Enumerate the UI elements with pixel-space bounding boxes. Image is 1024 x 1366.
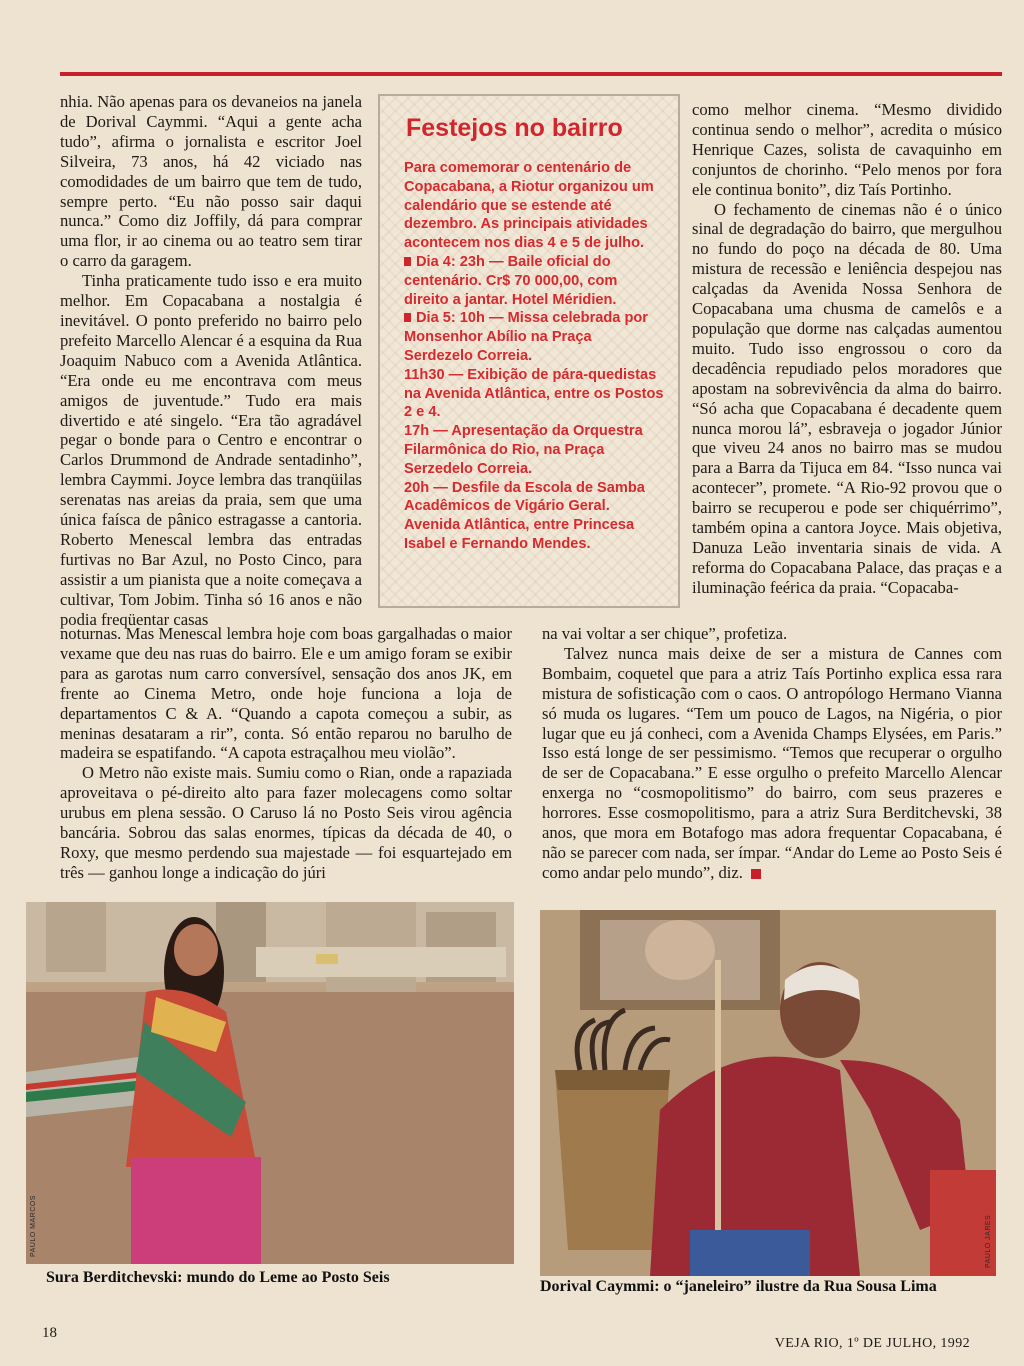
photo-credit: PAULO MARCOS bbox=[30, 1195, 37, 1257]
article-paragraph: Talvez nunca mais deixe de ser a mistura de Cannes com Bombaim, coquetel que para a atriz Taís Portinho explica essa rara mistura de sofisticação com o caos. O antropólogo Hermano Vianna só muda os lugares. “Tem um pouco de Lagos, na Nigéria, o pior lugar que eu já conheci, com a Avenida Champs Elysées, em Paris.” Isso está longe de ser pessimismo. “Temos que recuperar o orgulho de ser de Copacabana.” E esse orgulho o prefeito Marcello Alencar enxerga no “cosmopolitismo” do bairro, com seus prazeres e horrores. Esse cosmopolitismo, para a atriz Sura Berditchevski, 38 anos, que mora em Botafogo mas adora frequentar Copacabana, é não se parecer com nada, ser ímpar. “Andar do Leme ao Posto Seis é como andar pelo mundo”, diz. bbox=[542, 643, 1002, 882]
sidebar-item: Dia 4: 23h — Baile oficial do centenário. Cr$ 70 000,00, com direito a jantar. Hotel Méridien. bbox=[404, 253, 618, 308]
article-paragraph: nhia. Não apenas para os devaneios na janela de Dorival Caymmi. “Aqui a gente acha tudo”, afirma o jornalista e escritor Joel Silveira, 73 anos, há 42 viciado nas comodidades de um bairro que tem de tudo, sempre perto. “Eu não posso sair daqui nunca.” Como diz Joffily, dá para comprar uma flor, ir ao cinema ou ao teatro sem tirar o carro da garagem. bbox=[60, 92, 362, 271]
portrait-scene-illustration bbox=[540, 910, 996, 1276]
article-paragraph: O Metro não existe mais. Sumiu como o Rian, onde a rapaziada aproveitava o pé-direito alto para fazer molecagens como soltar urubus em plena sessão. O Caruso lá no Posto Seis virou agência bancária. Sobrou das salas enormes, típicas da década de 40, o Roxy, que mesmo perdendo sua majestade — foi esquartejado em três — ganhou longe a indicação do júri bbox=[60, 763, 512, 882]
article-paragraph: na vai voltar a ser chique”, profetiza. bbox=[542, 624, 788, 643]
sidebar-item: 20h — Desfile da Escola de Samba Acadêmicos de Vigário Geral. Avenida Atlântica, entre Princesa Isabel e Fernando Mendes. bbox=[404, 479, 645, 552]
photo-caption: Dorival Caymmi: o “janeleiro” ilustre da Rua Sousa Lima bbox=[540, 1278, 937, 1295]
article-column-right bbox=[692, 100, 1002, 598]
article-column-bottom-left bbox=[60, 624, 512, 883]
sidebar-title: Festejos no bairro bbox=[406, 114, 623, 142]
article-column-bottom-right bbox=[542, 624, 1002, 883]
sidebar-box bbox=[378, 94, 680, 608]
sidebar-item: 11h30 — Exibição de pára-quedistas na Avenida Atlântica, entre os Postos 2 e 4. bbox=[404, 366, 664, 421]
article-paragraph: O fechamento de cinemas não é o único sinal de degradação do bairro, que mergulhou no fundo do poço na década de 80. Uma mistura de recessão e leniência despejou nas calçadas da Avenida Nossa Senhora de Copacabana uma chusma de camelôs e a população que dorme nas calçadas aumentou muito. Tudo isso engrossou o coro da decadência repudiado pelos moradores que apostam na sobrevivência da alma do bairro. “Só acha que Copacabana é decadente quem nunca morou lá”, esbraveja o jogador Júnior que viveu 24 anos no bairro mas se mudou para a Barra da Tijuca em 84. “Isso nunca vai acontecer”, promete. “A Rio-92 provou que o bairro se recuperou e pode ser chiquérrimo”, também opina a cantora Joyce. Mais objetiva, Danuza Leão inventaria sinais de vida. A reforma do Copacabana Palace, das praças e a iluminação feérica da praia. “Copacaba- bbox=[692, 199, 1002, 597]
photo-caption: Sura Berditchevski: mundo do Leme ao Posto Seis bbox=[46, 1269, 390, 1286]
sidebar-intro: Para comemorar o centenário de Copacabana, a Riotur organizou um calendário que se estende até dezembro. As principais atividades acontecem nos dias 4 e 5 de julho. bbox=[404, 160, 654, 252]
top-rule bbox=[60, 72, 1002, 76]
page-number: 18 bbox=[42, 1325, 57, 1341]
bullet-icon bbox=[404, 313, 411, 322]
sidebar-item: Dia 5: 10h — Missa celebrada por Monsenhor Abílio na Praça Serdezelo Correia. bbox=[404, 310, 648, 364]
article-paragraph: como melhor cinema. “Mesmo dividido continua sendo o melhor”, acredita o músico Henrique Cazes, solista de cavaquinho em conjuntos de chorinho. “Pelo menos por fora ele continua bonito”, diz Taís Portinho. bbox=[692, 100, 1002, 199]
publication-footer: VEJA RIO, 1º DE JULHO, 1992 bbox=[774, 1336, 970, 1351]
article-paragraph: noturnas. Mas Menescal lembra hoje com boas gargalhadas o maior vexame que deu nas ruas do bairro. Ele e um amigo foram se exibir para as garotas num carro conversível, sensação dos anos JK, em frente ao Cinema Metro, onde hoje funciona a loja de departamentos C & A. “Quando a capota começou a subir, as meninas desataram a rir”, conta. Só então reparou no barulho de madeira se espatifando. “A capota estraçalhou meu violão”. bbox=[60, 624, 512, 763]
photo-caymmi bbox=[540, 910, 996, 1276]
sidebar-item: 17h — Apresentação da Orquestra Filarmônica do Rio, na Praça Serzedelo Correia. bbox=[404, 423, 643, 477]
photo-credit: PAULO JARES bbox=[985, 1214, 992, 1268]
beach-scene-illustration bbox=[26, 902, 514, 1264]
end-mark-icon bbox=[751, 869, 761, 879]
photo-sura-beach bbox=[26, 902, 514, 1264]
bullet-icon bbox=[404, 257, 411, 266]
article-paragraph: Tinha praticamente tudo isso e era muito melhor. Em Copacabana a nostalgia é inevitável. O ponto preferido no bairro pelo prefeito Marcello Alencar é a esquina da Rua Joaquim Nabuco com a Avenida Atlântica. “Era onde eu me encontrava com meus amigos de juventude.” Tudo era mais divertido e até singelo. “Era tão agradável pegar o bonde para o Centro e encontrar o Carlos Drummond de Andrade sentadinho”, lembra Caymmi. Joyce lembra das tranqüilas serenatas nas areias da praia, sem que uma única faísca de pânico estragasse a cantoria. Roberto Menescal lembra das entradas furtivas no Bar Azul, no Posto Cinco, para assistir a um pianista que a noite começava a cultivar, Tom Jobim. Tinha só 16 anos e não podia freqüentar casas bbox=[60, 271, 362, 629]
article-column-left bbox=[60, 92, 362, 629]
